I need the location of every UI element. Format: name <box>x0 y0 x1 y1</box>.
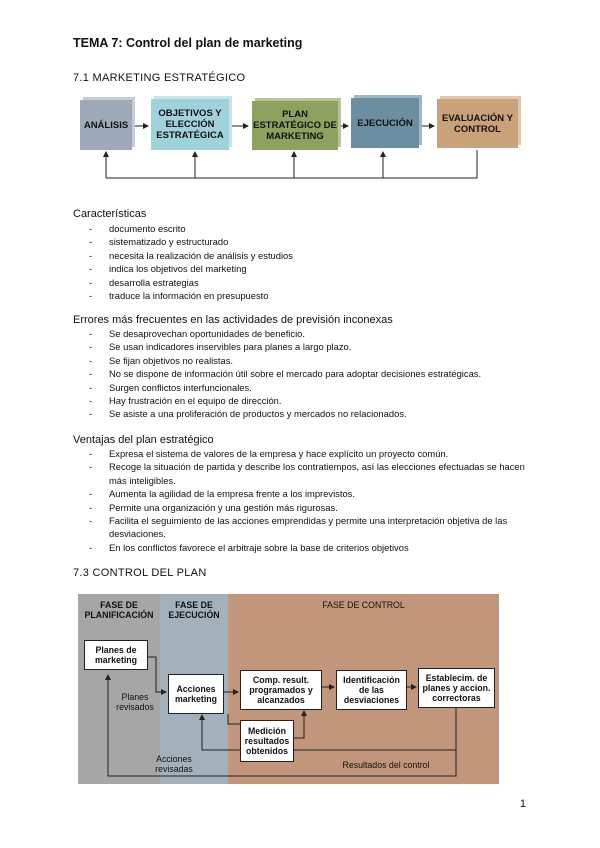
list-item: - Se usan indicadores inservibles para planes a largo plazo. <box>89 340 529 353</box>
page-number: 1 <box>519 798 526 810</box>
box-establecim: Establecim. de planes y accion. correctoras <box>418 668 495 708</box>
list-item: - Hay frustración en el equipo de dirección. <box>89 394 529 407</box>
caracteristicas-heading: Características <box>73 208 147 220</box>
ventajas-heading: Ventajas del plan estratégico <box>73 434 214 446</box>
label-acciones-revisadas: Acciones revisadas <box>155 754 193 774</box>
list-item: - Se desaprovechan oportunidades de beneficio. <box>89 327 529 340</box>
list-item: - Permite una organización y una gestión más rigurosas. <box>89 501 529 514</box>
phase-planificacion-label: FASE DE PLANIFICACIÓN <box>84 600 154 620</box>
label-resultados-control: Resultados del control <box>342 760 430 770</box>
list-item: - Recoge la situación de partida y describe los contratiempos, así las elecciones efectuadas se hacen más inteligibles. <box>89 460 529 487</box>
control-plan-diagram <box>78 594 499 784</box>
list-item: - necesita la realización de análisis y estudios <box>89 249 293 262</box>
box-medicion: Medición resultados obtenidos <box>240 720 294 762</box>
box-planes-marketing: Planes de marketing <box>84 640 148 670</box>
box-acciones-marketing: Acciones marketing <box>168 674 224 714</box>
feedback-line <box>106 150 477 178</box>
errores-heading: Errores más frecuentes en las actividades de previsión inconexas <box>73 314 393 326</box>
box-ejecucion: EJECUCIÓN <box>351 98 419 148</box>
phase-control-label: FASE DE CONTROL <box>322 600 405 610</box>
arrow-planes-acciones <box>148 657 166 692</box>
list-item: - En los conflictos favorece el arbitraje sobre la base de criterios objetivos <box>89 541 529 554</box>
box-identificacion: Identificación de las desviaciones <box>336 670 407 710</box>
label-planes-revisados: Planes revisados <box>116 692 154 712</box>
list-item: - Facilita el seguimiento de las acciones emprendidas y permite una interpretación objetiva de las desviaciones. <box>89 514 529 541</box>
errores-list <box>89 327 529 421</box>
list-item: - traduce la información en presupuesto <box>89 289 293 302</box>
list-item: - Expresa el sistema de valores de la empresa y hace explícito un proyecto común. <box>89 447 529 460</box>
box-evaluacion: EVALUACIÓN Y CONTROL <box>437 99 518 148</box>
arrow-medicion-comp <box>294 711 304 738</box>
box-comp-result: Comp. result. programados y alcanzados <box>240 670 322 710</box>
list-item: - sistematizado y estructurado <box>89 235 293 248</box>
section-heading-marketing-estrategico: 7.1 MARKETING ESTRATÉGICO <box>73 72 246 84</box>
list-item: - indica los objetivos del marketing <box>89 262 293 275</box>
box-analisis: ANÁLISIS <box>80 100 132 150</box>
section-heading-control-plan: 7.3 CONTROL DEL PLAN <box>73 567 207 579</box>
list-item: - No se dispone de información útil sobre el mercado para adoptar decisiones estratégicas. <box>89 367 529 380</box>
list-item: - desarrolla estrategias <box>89 276 293 289</box>
ventajas-list <box>89 447 529 554</box>
box-objetivos: OBJETIVOS Y ELECCIÓN ESTRATÉGICA <box>151 99 229 150</box>
box-plan-estrategico: PLAN ESTRATÉGICO DE MARKETING <box>252 101 338 150</box>
list-item: - Aumenta la agilidad de la empresa frente a los imprevistos. <box>89 487 529 500</box>
list-item: - Se fijan objetivos no realistas. <box>89 354 529 367</box>
caracteristicas-list <box>89 222 293 302</box>
list-item: - documento escrito <box>89 222 293 235</box>
list-item: - Surgen conflictos interfuncionales. <box>89 381 529 394</box>
list-item: - Se asiste a una proliferación de productos y mercados no relacionados. <box>89 407 529 420</box>
page-title: TEMA 7: Control del plan de marketing <box>73 36 303 50</box>
phase-ejecucion-label: FASE DE EJECUCIÓN <box>168 600 220 620</box>
